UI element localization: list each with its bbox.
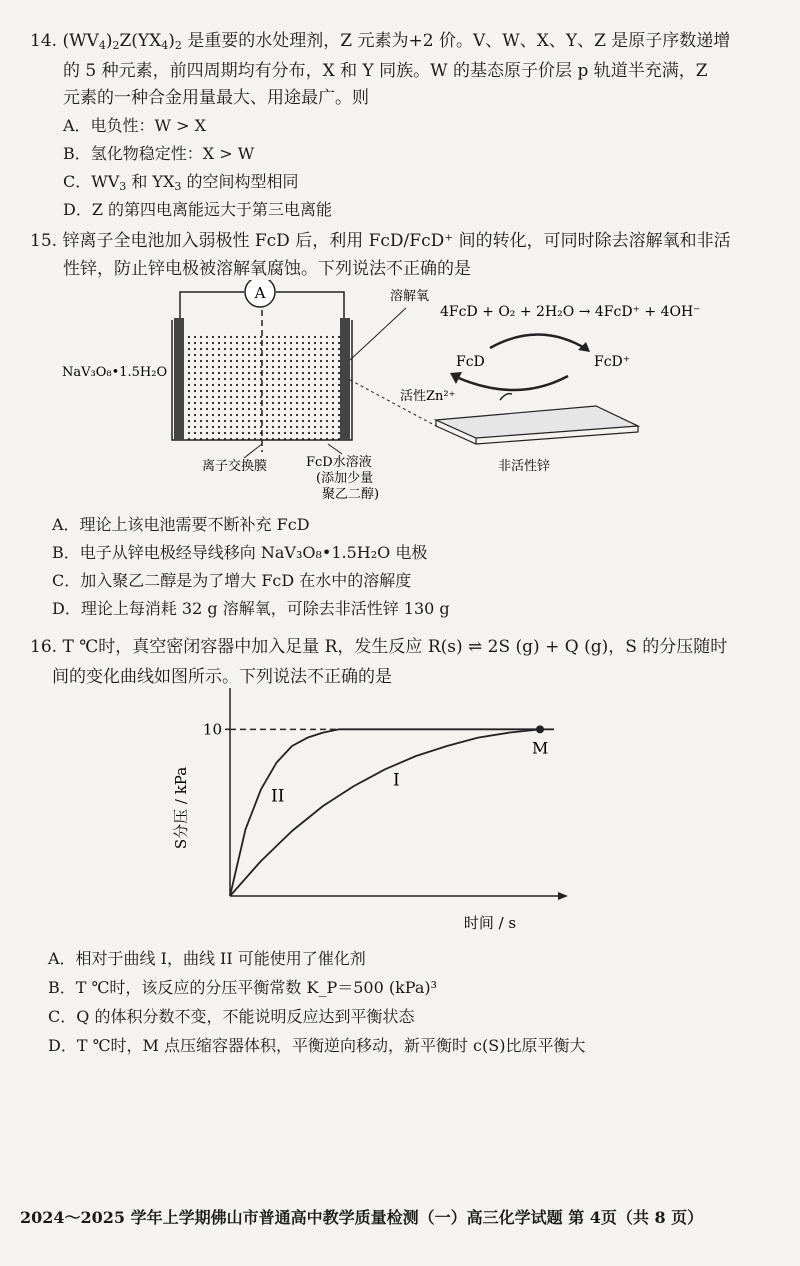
reaction-equation: 4FcD + O₂ + 2H₂O → 4FcD⁺ + 4OH⁻ [440, 304, 701, 320]
oxidation-arrow [490, 334, 588, 350]
q16-option-b: B．T ℃时，该反应的分压平衡常数 K_P＝500 (kPa)³ [48, 978, 438, 997]
q15-option-d: D．理论上每消耗 32 g 溶解氧，可除去非活性锌 130 g [52, 599, 450, 618]
series-line-II [230, 729, 540, 896]
wire [180, 292, 244, 318]
solution-label-1: FcD水溶液 [306, 455, 372, 470]
inactive-zinc-plate [436, 406, 638, 438]
q15-number: 15. [30, 231, 58, 251]
solution-label-3: 聚乙二醇) [322, 487, 380, 502]
q14-option-c: C．$WV_3$ 和 $YX_3$ 的空间构型相同 [63, 172, 299, 193]
q14-line3: 元素的一种合金用量最大、用途最广。则 [63, 88, 369, 108]
q14-line1 [30, 30, 730, 57]
q14-line2: 的 5 种元素，前四周期均有分布，X 和 Y 同族。W 的基态原子价层 p 轨道半充满，Z [63, 61, 708, 81]
y-axis-label: S分压 / kPa [172, 766, 190, 850]
q16-option-a: A．相对于曲线 I，曲线 II 可能使用了催化剂 [48, 949, 366, 968]
q15-line1 [30, 230, 731, 252]
q14-formula: $(WV_4)_2Z(YX_4)_2$ [62, 31, 182, 52]
q16-option-d: D．T ℃时，M 点压缩容器体积，平衡逆向移动，新平衡时 c(S)比原平衡大 [48, 1036, 586, 1055]
q16-line1 [30, 636, 727, 658]
q15-option-c: C．加入聚乙二醇是为了增大 FcD 在水中的溶解度 [52, 571, 412, 590]
q16-option-c: C．Q 的体积分数不变，不能说明反应达到平衡状态 [48, 1007, 415, 1026]
q15-option-a: A．理论上该电池需要不断补充 FcD [52, 515, 310, 534]
dissolved-oxygen-label: 溶解氧 [390, 289, 430, 304]
q16-number: 16. [30, 637, 58, 657]
cathode-electrode [174, 318, 184, 440]
x-axis-label: 时间 / s [463, 914, 517, 932]
membrane-label: 离子交换膜 [202, 459, 268, 474]
zinc-electrode [340, 318, 350, 440]
battery-diagram [60, 280, 740, 505]
cathode-label: NaV₃O₈•1.5H₂O [62, 365, 168, 380]
q15-line1-text: 锌离子全电池加入弱极性 FcD 后，利用 FcD/FcD⁺ 间的转化，可同时除去溶解氧和非活 [62, 231, 731, 251]
q16-line1-text: T ℃时，真空密闭容器中加入足量 R，发生反应 R(s) ⇌ 2S (g) + Q (g)，S 的分压随时 [62, 637, 728, 657]
page-footer: 2024～2025 学年上学期佛山市普通高中教学质量检测（一）高三化学试题 第 4页（共 8 页） [20, 1208, 704, 1227]
active-zinc-label: 活性Zn²⁺ [400, 389, 456, 404]
series-label-II: II [271, 786, 285, 807]
x-axis-arrow [558, 892, 568, 900]
inactive-zinc-label: 非活性锌 [498, 459, 551, 474]
q14-number: 14. [30, 31, 58, 51]
fcd-plus-label: FcD⁺ [594, 354, 631, 370]
y-tick-label: 10 [202, 720, 222, 739]
solution-label-2: (添加少量 [316, 471, 374, 486]
series-line-I [230, 729, 540, 896]
q16-line2: 间的变化曲线如图所示。下列说法不正确的是 [52, 667, 392, 687]
q14-option-b: B．氢化物稳定性：X > W [63, 144, 255, 163]
reduction-arrow [454, 376, 568, 390]
q15-option-b: B．电子从锌电极经导线移向 NaV₃O₈•1.5H₂O 电极 [52, 543, 428, 562]
fcd-label: FcD [456, 354, 485, 370]
point-m-label: M [532, 738, 549, 758]
ammeter-label: A [254, 284, 266, 302]
q15-line2: 性锌，防止锌电极被溶解氧腐蚀。下列说法不正确的是 [63, 259, 471, 279]
q14-option-d: D．Z 的第四电离能远大于第三电离能 [63, 200, 333, 219]
pressure-time-chart [160, 688, 580, 938]
q14-option-a: A．电负性：W > X [63, 116, 206, 135]
q14-line1-text: 是重要的水处理剂，Z 元素为+2 价。V、W、X、Y、Z 是原子序数递增 [187, 31, 731, 51]
series-label-I: I [393, 770, 400, 791]
wire [276, 292, 344, 318]
